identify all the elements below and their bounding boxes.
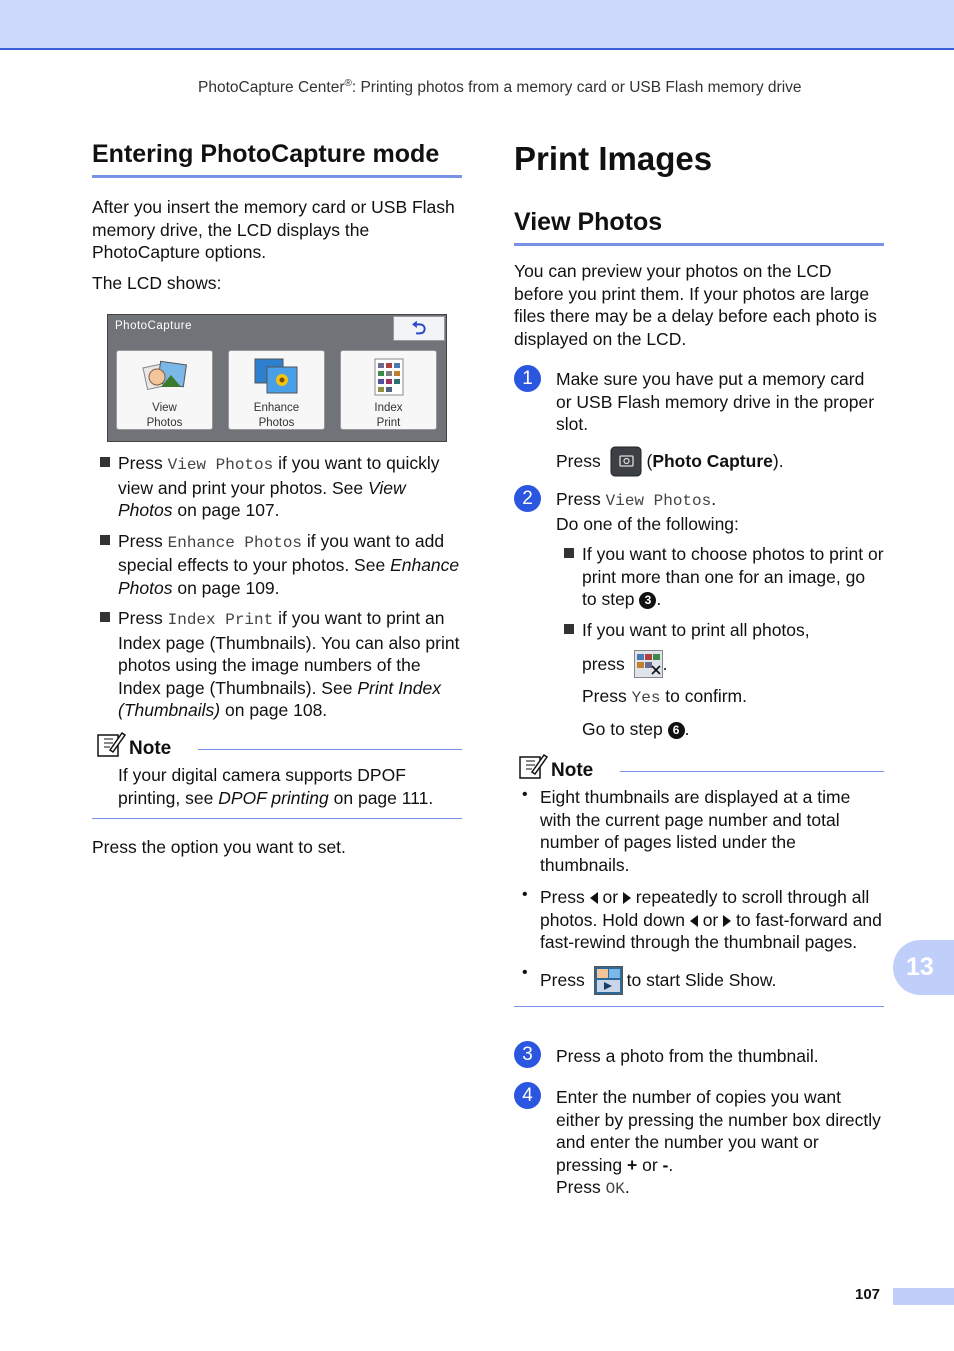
option-print-all: If you want to print all photos, press . Press Yes to confirm. Go to step 6 .	[556, 619, 884, 741]
closing-text: Press the option you want to set.	[92, 837, 346, 857]
section-heading: Entering PhotoCapture mode	[92, 140, 462, 178]
running-header: PhotoCapture Center®: Printing photos from a memory card or USB Flash memory drive	[198, 78, 802, 97]
step-text: Press a photo from the thumbnail.	[556, 1046, 819, 1066]
note-end-rule	[514, 1006, 884, 1007]
note-label: Note	[129, 738, 172, 759]
note-label: Note	[551, 760, 594, 781]
note-bullet-slideshow: • Press to start Slide Show.	[514, 964, 884, 996]
step-number: 4	[514, 1082, 541, 1109]
right-column	[514, 140, 884, 1198]
option-choose-photos: If you want to choose photos to print or print more than one for an image, go to step 3 .	[556, 543, 884, 611]
intro-text: After you insert the memory card or USB Flash memory drive, the LCD displays the PhotoCapture options.	[92, 197, 455, 262]
note-pencil-icon	[518, 752, 548, 780]
view-photos-icon	[141, 357, 189, 397]
camera-icon	[610, 446, 642, 477]
print-all-icon	[634, 650, 663, 678]
page-number: 107	[855, 1286, 881, 1303]
step-number: 1	[514, 365, 541, 392]
bullet-enhance-photos: Press Enhance Photos if you want to add special effects to your photos. See Enhance Photos on page 109.	[92, 530, 462, 600]
step-press: Press (Photo Capture).	[556, 444, 884, 478]
chapter-tab: 13	[893, 940, 954, 995]
left-column	[92, 140, 462, 857]
bullet-view-photos: Press View Photos if you want to quickly view and print your photos. See View Photos on page 107.	[92, 452, 462, 522]
index-print-icon	[365, 357, 413, 397]
bullet-index-print: Press Index Print if you want to print an Index page (Thumbnails). You can also print photos using the image numbers of the Index page (Thumbnails). See Print Index (Thumbnails) on page 108.	[92, 607, 462, 722]
note-text: If your digital camera supports DPOF printing, see DPOF printing on page 111.	[118, 765, 434, 808]
button-label: Enhance Photos	[253, 402, 300, 429]
note-bullet-thumbnails: • Eight thumbnails are displayed at a time with the current page number and total number of pages listed under the thumbnails.	[514, 786, 884, 876]
step-text: Enter the number of copies you want either by pressing the number box directly and enter the number you want or pressing + or -.	[556, 1087, 881, 1175]
button-label: View Photos	[146, 402, 183, 429]
note-box	[514, 752, 884, 1007]
enhance-photos-icon	[253, 357, 301, 397]
step-text-line2: Do one of the following:	[556, 513, 739, 534]
right-arrow-icon	[623, 892, 631, 904]
left-arrow-icon	[590, 892, 598, 904]
step-press: Press OK.	[556, 1177, 630, 1198]
step-number: 2	[514, 485, 541, 512]
note-bullet-scroll: • Press or repeatedly to scroll through all photos. Hold down or to fast-forward and fast-rewind through the thumbnail pages.	[514, 886, 884, 954]
note-rule	[620, 771, 884, 772]
step-text: Press View Photos.	[556, 489, 717, 510]
lcd-screen	[107, 314, 447, 442]
page-number-bar	[893, 1288, 954, 1305]
view-photos-button[interactable]	[116, 350, 213, 430]
note-box	[92, 730, 462, 819]
back-button[interactable]: ⮌	[393, 316, 445, 341]
step-2	[514, 485, 884, 740]
top-band	[0, 0, 954, 50]
right-arrow-icon	[723, 915, 731, 927]
index-print-button[interactable]	[340, 350, 437, 430]
step-number: 3	[514, 1041, 541, 1068]
lcd-title: PhotoCapture	[115, 320, 192, 332]
note-rule	[198, 749, 462, 750]
note-pencil-icon	[96, 730, 126, 758]
step-1	[514, 365, 884, 478]
lcd-shows-text: The LCD shows:	[92, 272, 222, 293]
step-text: Make sure you have put a memory card or USB Flash memory drive in the proper slot.	[556, 369, 875, 434]
chapter-title: Print Images	[514, 140, 713, 177]
section-heading: View Photos	[514, 208, 884, 246]
button-label: Index Print	[374, 402, 403, 429]
step-3	[514, 1041, 884, 1068]
enhance-photos-button[interactable]	[228, 350, 325, 430]
slideshow-icon	[594, 966, 623, 995]
step-4	[514, 1082, 884, 1201]
note-end-rule	[92, 818, 462, 819]
left-arrow-icon	[690, 915, 698, 927]
intro-text: You can preview your photos on the LCD before you print them. If your photos are large files there may be a delay before each photo is displayed on the LCD.	[514, 261, 877, 349]
